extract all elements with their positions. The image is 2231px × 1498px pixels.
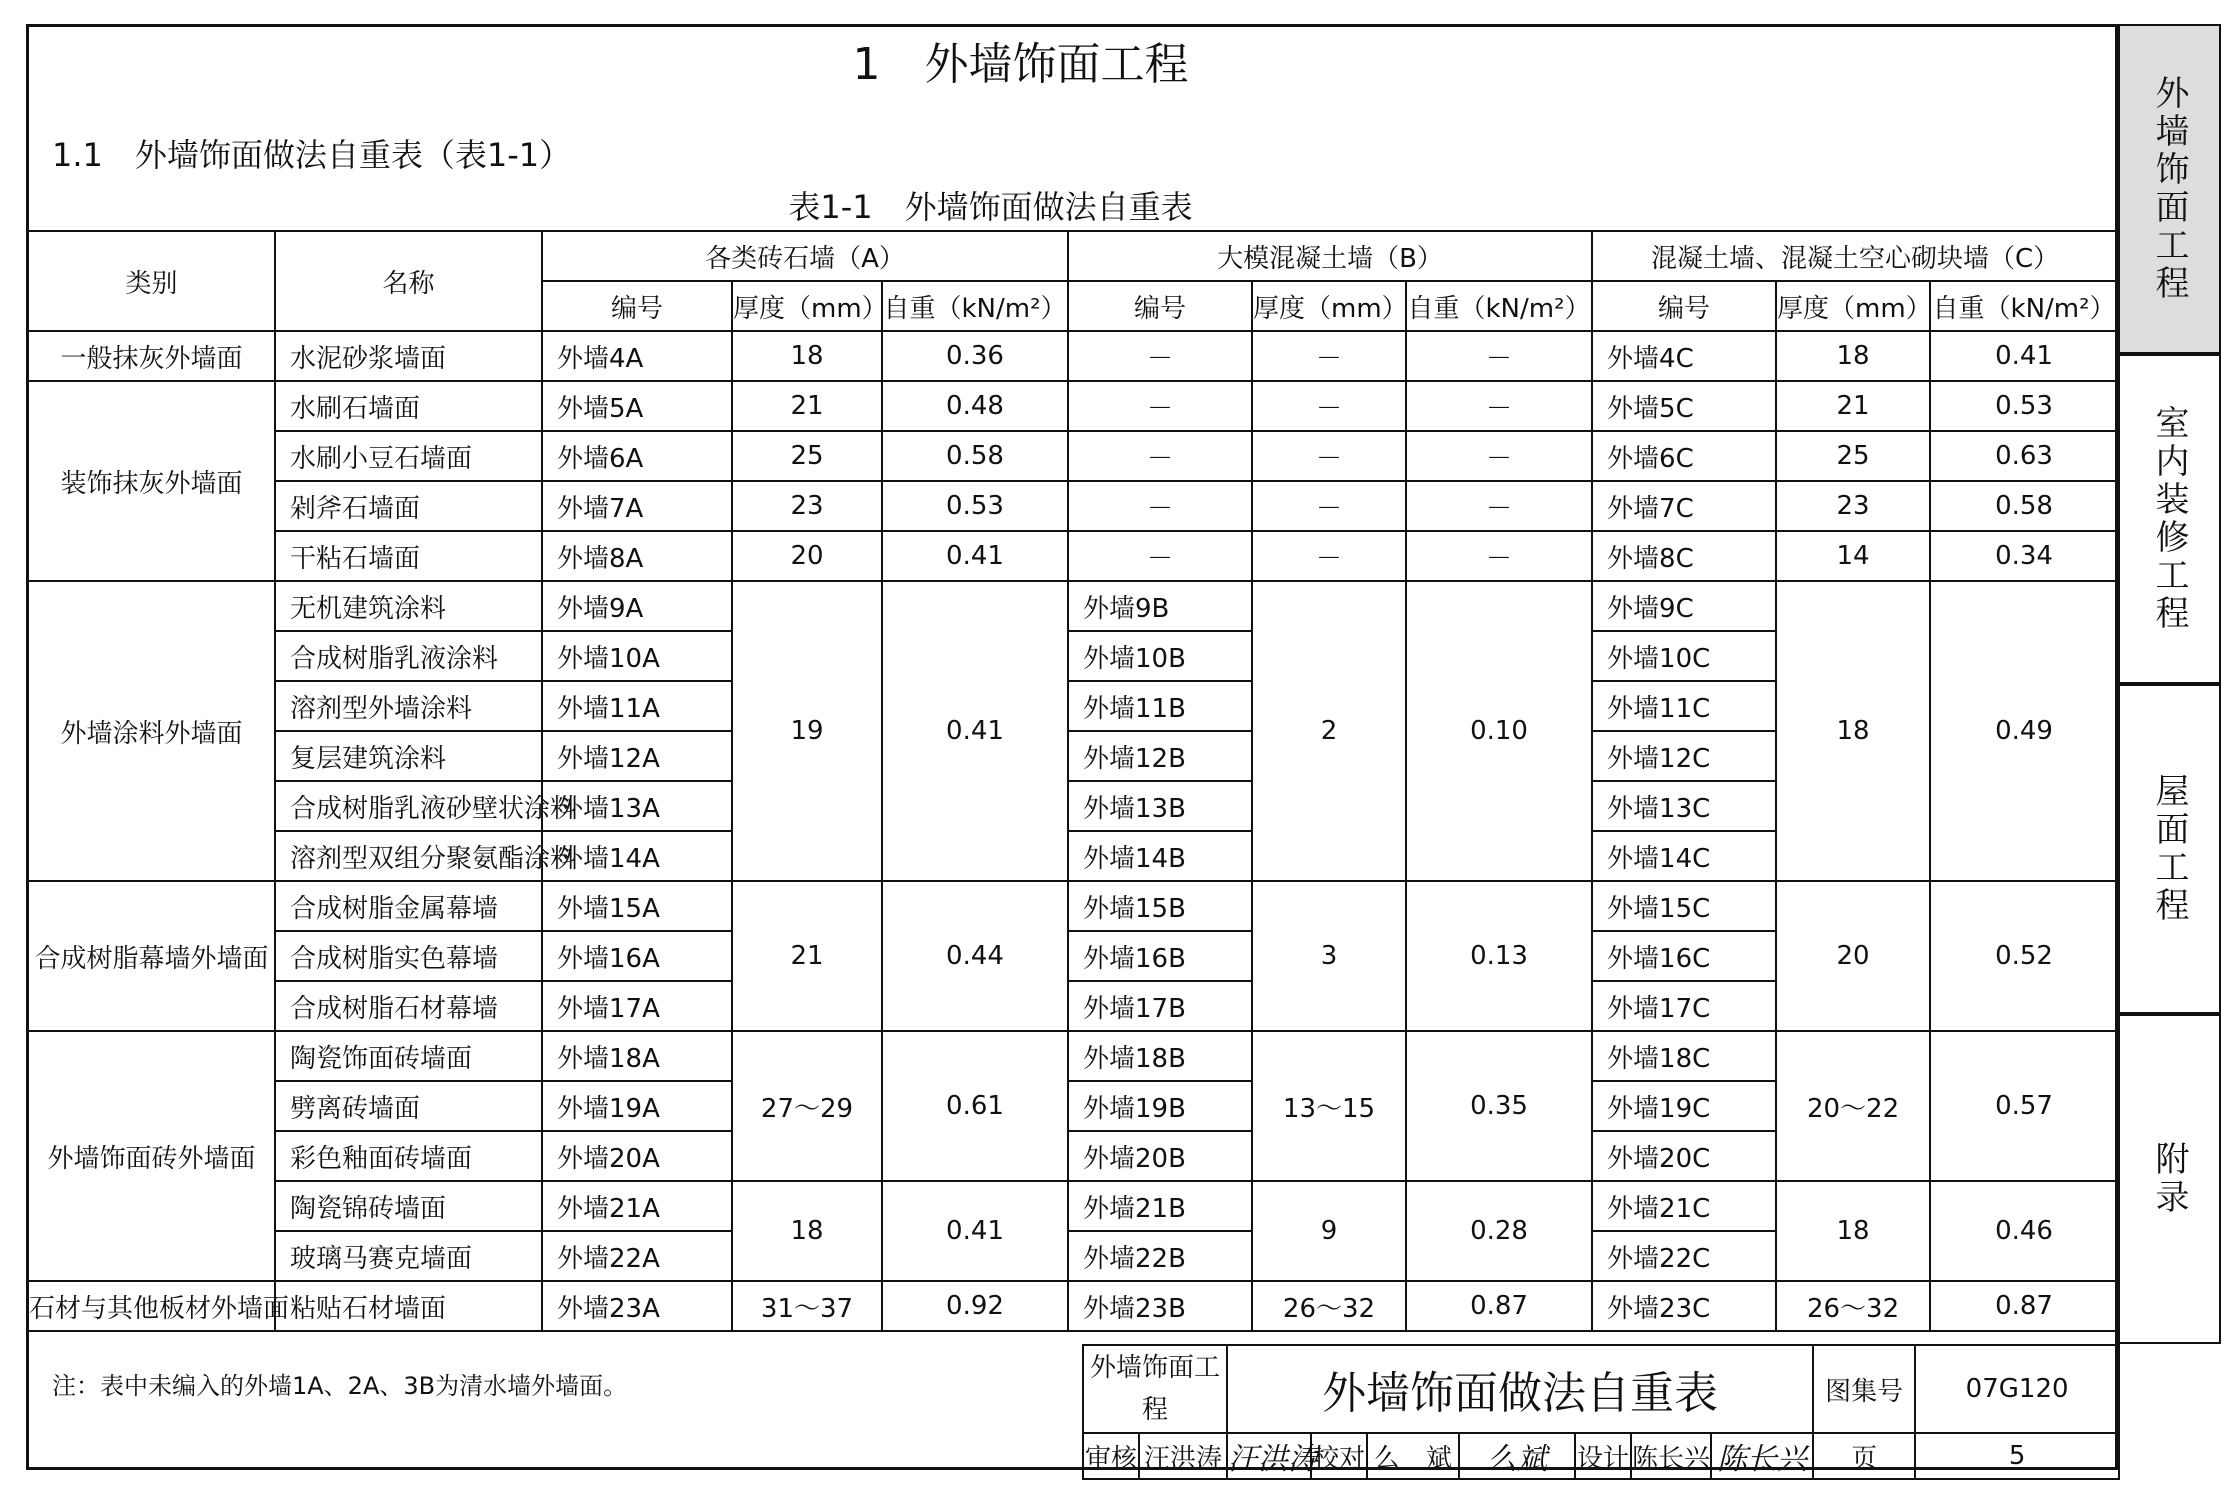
cell-weight-a: 0.58 [882,431,1068,481]
tb-review-signature: 汪洪涛 [1227,1433,1311,1479]
tb-section: 外墙饰面工程 [1083,1345,1227,1433]
cell-weight-b: 0.87 [1406,1281,1592,1331]
header-weight: 自重（kN/m²） [1406,281,1592,331]
cell-weight-b: － [1406,331,1592,381]
cell-code-c: 外墙20C [1592,1131,1776,1181]
table-row [28,581,2118,631]
cell-code-a: 外墙19A [542,1081,732,1131]
tb-atlas-no: 07G120 [1915,1345,2119,1433]
cell-thickness-c: 20 [1776,881,1930,1031]
cell-code-a: 外墙21A [542,1181,732,1231]
cell-code-a: 外墙13A [542,781,732,831]
cell-weight-b: － [1406,381,1592,431]
cell-code-c: 外墙17C [1592,981,1776,1031]
table-row [28,381,2118,431]
table-row [28,531,2118,581]
cell-code-c: 外墙8C [1592,531,1776,581]
cell-code-c: 外墙21C [1592,1181,1776,1231]
tab-label: 屋面工程 [2149,773,2189,925]
cell-thickness-a: 21 [732,881,882,1031]
cell-code-a: 外墙6A [542,431,732,481]
cell-weight-a: 0.44 [882,881,1068,1031]
cell-code-b: 外墙12B [1068,731,1252,781]
cell-thickness-b: 13～15 [1252,1031,1406,1181]
tb-drawing-name: 外墙饰面做法自重表 [1227,1345,1813,1433]
cell-code-b: 外墙15B [1068,881,1252,931]
cell-thickness-b: － [1252,481,1406,531]
cell-weight-a: 0.41 [882,581,1068,881]
cell-code-b: 外墙9B [1068,581,1252,631]
cell-weight-b: － [1406,431,1592,481]
cell-weight-c: 0.41 [1930,331,2118,381]
cell-code-a: 外墙8A [542,531,732,581]
cell-code-c: 外墙6C [1592,431,1776,481]
cell-code-a: 外墙4A [542,331,732,381]
cell-category: 外墙涂料外墙面 [28,581,275,881]
cell-thickness-a: 20 [732,531,882,581]
cell-name: 复层建筑涂料 [275,731,542,781]
table-row [28,1181,2118,1231]
cell-code-c: 外墙7C [1592,481,1776,531]
cell-name: 彩色釉面砖墙面 [275,1131,542,1181]
cell-code-b: 外墙19B [1068,1081,1252,1131]
tb-review-name: 汪洪涛 [1139,1433,1227,1479]
cell-code-b: － [1068,381,1252,431]
weight-table [27,230,2119,1332]
cell-thickness-a: 18 [732,331,882,381]
cell-name: 剁斧石墙面 [275,481,542,531]
cell-name: 无机建筑涂料 [275,581,542,631]
tb-review-label: 审核 [1083,1433,1139,1479]
cell-code-c: 外墙22C [1592,1231,1776,1281]
cell-weight-c: 0.58 [1930,481,2118,531]
tab-label: 附录 [2149,1141,2189,1217]
cell-thickness-a: 23 [732,481,882,531]
cell-code-b: － [1068,481,1252,531]
cell-code-a: 外墙17A [542,981,732,1031]
cell-thickness-b: 26～32 [1252,1281,1406,1331]
cell-thickness-c: 23 [1776,481,1930,531]
cell-code-c: 外墙12C [1592,731,1776,781]
cell-thickness-c: 18 [1776,1181,1930,1281]
cell-code-b: 外墙16B [1068,931,1252,981]
cell-name: 合成树脂金属幕墙 [275,881,542,931]
cell-weight-a: 0.92 [882,1281,1068,1331]
cell-thickness-b: 9 [1252,1181,1406,1281]
cell-code-c: 外墙13C [1592,781,1776,831]
cell-code-a: 外墙12A [542,731,732,781]
tb-atlas-label: 图集号 [1813,1345,1915,1433]
cell-name: 溶剂型外墙涂料 [275,681,542,731]
cell-weight-c: 0.57 [1930,1031,2118,1181]
cell-weight-b: － [1406,481,1592,531]
table-title: 表1-1 外墙饰面做法自重表 [788,188,1193,226]
cell-name: 劈离砖墙面 [275,1081,542,1131]
cell-thickness-a: 18 [732,1181,882,1281]
tab-roof[interactable] [2118,684,2221,1014]
header-code: 编号 [542,281,732,331]
tb-design-signature: 陈长兴 [1711,1433,1813,1479]
table-row [28,1281,2118,1331]
cell-name: 水刷石墙面 [275,381,542,431]
cell-name: 粘贴石材墙面 [275,1281,542,1331]
tab-interior[interactable] [2118,354,2221,684]
cell-code-a: 外墙23A [542,1281,732,1331]
cell-code-c: 外墙15C [1592,881,1776,931]
header-group-a: 各类砖石墙（A） [542,231,1068,281]
cell-thickness-a: 25 [732,431,882,481]
cell-category: 合成树脂幕墙外墙面 [28,881,275,1031]
cell-code-c: 外墙23C [1592,1281,1776,1331]
cell-code-a: 外墙10A [542,631,732,681]
cell-thickness-c: 14 [1776,531,1930,581]
table-row [28,481,2118,531]
cell-weight-c: 0.52 [1930,881,2118,1031]
header-weight: 自重（kN/m²） [1930,281,2118,331]
cell-weight-c: 0.63 [1930,431,2118,481]
cell-weight-a: 0.41 [882,531,1068,581]
cell-thickness-c: 21 [1776,381,1930,431]
cell-weight-b: 0.35 [1406,1031,1592,1181]
cell-weight-c: 0.87 [1930,1281,2118,1331]
cell-weight-b: － [1406,531,1592,581]
table-header-row [28,231,2118,281]
header-category: 类别 [28,231,275,331]
cell-weight-c: 0.34 [1930,531,2118,581]
cell-code-b: 外墙11B [1068,681,1252,731]
header-code: 编号 [1592,281,1776,331]
cell-code-b: 外墙22B [1068,1231,1252,1281]
header-thickness: 厚度（mm） [1252,281,1406,331]
cell-name: 陶瓷饰面砖墙面 [275,1031,542,1081]
cell-code-c: 外墙10C [1592,631,1776,681]
cell-name: 合成树脂乳液砂壁状涂料 [275,781,542,831]
cell-weight-a: 0.48 [882,381,1068,431]
cell-thickness-b: － [1252,331,1406,381]
header-name: 名称 [275,231,542,331]
tb-design-label: 设计 [1575,1433,1631,1479]
cell-category: 装饰抹灰外墙面 [28,381,275,581]
cell-code-a: 外墙18A [542,1031,732,1081]
cell-code-b: 外墙20B [1068,1131,1252,1181]
cell-weight-a: 0.61 [882,1031,1068,1181]
cell-name: 陶瓷锦砖墙面 [275,1181,542,1231]
cell-code-a: 外墙14A [542,831,732,881]
tab-appendix[interactable] [2118,1014,2221,1344]
cell-weight-a: 0.41 [882,1181,1068,1281]
cell-code-b: 外墙23B [1068,1281,1252,1331]
tb-check-label: 校对 [1311,1433,1367,1479]
cell-thickness-b: － [1252,531,1406,581]
cell-weight-c: 0.46 [1930,1181,2118,1281]
cell-code-b: 外墙14B [1068,831,1252,881]
cell-name: 干粘石墙面 [275,531,542,581]
cell-code-b: － [1068,531,1252,581]
cell-code-b: 外墙17B [1068,981,1252,1031]
table-row [28,331,2118,381]
cell-thickness-b: 2 [1252,581,1406,881]
cell-thickness-c: 25 [1776,431,1930,481]
cell-weight-a: 0.53 [882,481,1068,531]
cell-thickness-c: 18 [1776,331,1930,381]
cell-code-a: 外墙11A [542,681,732,731]
cell-code-b: 外墙18B [1068,1031,1252,1081]
header-code: 编号 [1068,281,1252,331]
cell-code-c: 外墙18C [1592,1031,1776,1081]
tb-check-signature: 么斌 [1459,1433,1575,1479]
cell-name: 水泥砂浆墙面 [275,331,542,381]
cell-thickness-a: 19 [732,581,882,881]
cell-thickness-b: － [1252,431,1406,481]
cell-name: 合成树脂乳液涂料 [275,631,542,681]
header-thickness: 厚度（mm） [732,281,882,331]
page-title: 1 外墙饰面工程 [852,39,1189,90]
cell-category: 一般抹灰外墙面 [28,331,275,381]
header-group-b: 大模混凝土墙（B） [1068,231,1592,281]
tb-page-label: 页 [1813,1433,1915,1479]
cell-thickness-b: － [1252,381,1406,431]
cell-code-b: 外墙21B [1068,1181,1252,1231]
cell-thickness-a: 21 [732,381,882,431]
cell-weight-b: 0.28 [1406,1181,1592,1281]
title-block [1082,1344,2120,1480]
cell-weight-b: 0.10 [1406,581,1592,881]
tab-label: 室内装修工程 [2149,405,2189,633]
cell-code-c: 外墙9C [1592,581,1776,631]
cell-name: 水刷小豆石墙面 [275,431,542,481]
tb-design-name: 陈长兴 [1631,1433,1711,1479]
cell-thickness-a: 31～37 [732,1281,882,1331]
cell-code-c: 外墙16C [1592,931,1776,981]
tab-label: 外墙饰面工程 [2149,75,2189,303]
cell-code-c: 外墙4C [1592,331,1776,381]
cell-weight-b: 0.13 [1406,881,1592,1031]
header-group-c: 混凝土墙、混凝土空心砌块墙（C） [1592,231,2118,281]
table-row [28,431,2118,481]
cell-thickness-c: 20～22 [1776,1031,1930,1181]
header-weight: 自重（kN/m²） [882,281,1068,331]
cell-code-a: 外墙20A [542,1131,732,1181]
cell-name: 玻璃马赛克墙面 [275,1231,542,1281]
cell-code-c: 外墙11C [1592,681,1776,731]
cell-name: 合成树脂石材幕墙 [275,981,542,1031]
cell-thickness-c: 26～32 [1776,1281,1930,1331]
table-note: 注：表中未编入的外墙1A、2A、3B为清水墙外墙面。 [52,1372,628,1400]
cell-code-a: 外墙7A [542,481,732,531]
cell-code-a: 外墙9A [542,581,732,631]
section-subtitle: 1.1 外墙饰面做法自重表（表1-1） [52,136,572,174]
cell-name: 溶剂型双组分聚氨酯涂料 [275,831,542,881]
cell-category: 石材与其他板材外墙面 [28,1281,275,1331]
cell-category: 外墙饰面砖外墙面 [28,1031,275,1281]
cell-code-a: 外墙16A [542,931,732,981]
cell-code-b: 外墙10B [1068,631,1252,681]
cell-code-c: 外墙5C [1592,381,1776,431]
cell-weight-c: 0.53 [1930,381,2118,431]
cell-code-b: 外墙13B [1068,781,1252,831]
cell-thickness-b: 3 [1252,881,1406,1031]
cell-code-a: 外墙15A [542,881,732,931]
cell-code-a: 外墙22A [542,1231,732,1281]
cell-name: 合成树脂实色幕墙 [275,931,542,981]
header-thickness: 厚度（mm） [1776,281,1930,331]
table-row [28,881,2118,931]
cell-weight-c: 0.49 [1930,581,2118,881]
table-row [28,1031,2118,1081]
cell-code-b: － [1068,331,1252,381]
cell-weight-a: 0.36 [882,331,1068,381]
cell-code-a: 外墙5A [542,381,732,431]
cell-thickness-c: 18 [1776,581,1930,881]
cell-code-b: － [1068,431,1252,481]
tb-page-no: 5 [1915,1433,2119,1479]
cell-code-c: 外墙19C [1592,1081,1776,1131]
cell-thickness-a: 27～29 [732,1031,882,1181]
cell-code-c: 外墙14C [1592,831,1776,881]
tb-check-name: 么 斌 [1367,1433,1459,1479]
